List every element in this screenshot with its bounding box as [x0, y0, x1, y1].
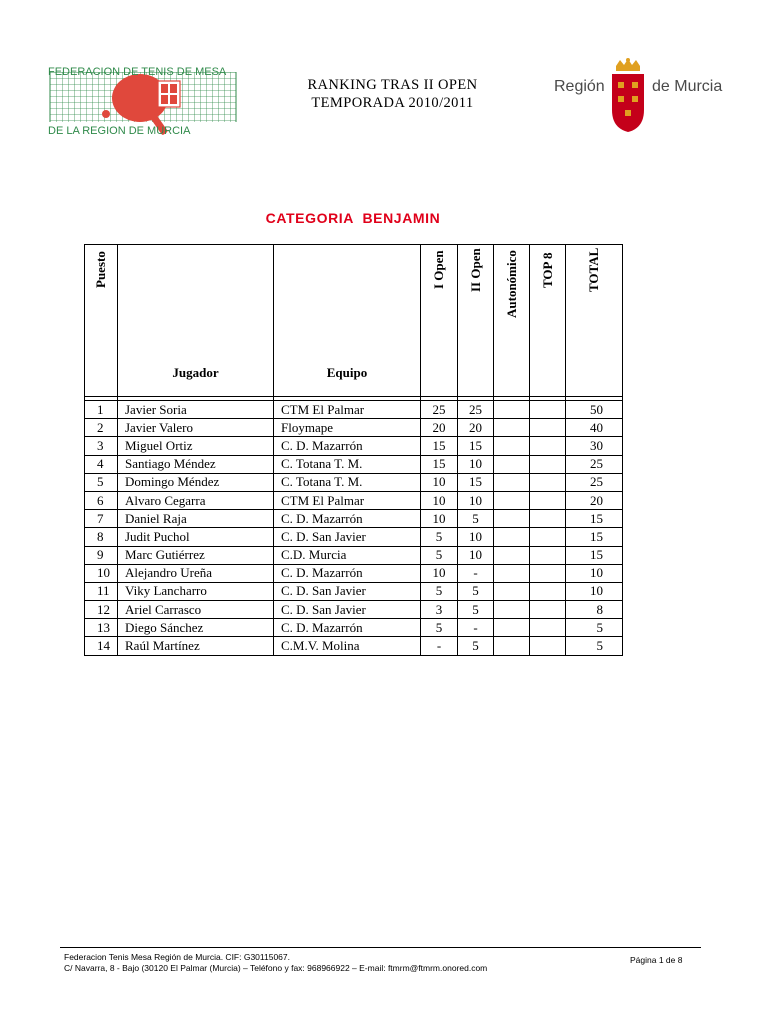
cell-ii-open: 10 [458, 455, 494, 473]
cell-equipo: C. D. San Javier [274, 601, 421, 619]
header-jugador: Jugador [118, 245, 274, 397]
cell-total: 20 [566, 491, 623, 509]
footer-line-2: C/ Navarra, 8 - Bajo (30120 El Palmar (Murcia) – Teléfono y fax: 968966922 – E-mail: ftmrm@ftmrm.onored.com [64, 963, 488, 973]
table-row [85, 528, 623, 546]
cell-ii-open: 5 [458, 582, 494, 600]
cell-i-open: 10 [421, 510, 458, 528]
cell-ii-open: 10 [458, 528, 494, 546]
footer-address [64, 952, 487, 974]
cell-puesto: 4 [85, 455, 118, 473]
cell-top8 [530, 582, 566, 600]
title-line-1: RANKING TRAS II OPEN [307, 77, 478, 93]
federation-logo-bottom-text: DE LA REGION DE MURCIA [48, 125, 191, 137]
table-row [85, 455, 623, 473]
cell-equipo: C. D. Mazarrón [274, 437, 421, 455]
cell-jugador: Raúl Martínez [118, 637, 274, 655]
cell-i-open: 5 [421, 582, 458, 600]
cell-equipo: CTM El Palmar [274, 491, 421, 509]
cell-top8 [530, 455, 566, 473]
cell-autonomico [494, 637, 530, 655]
cell-puesto: 14 [85, 637, 118, 655]
category-title: CATEGORIA BENJAMIN [265, 210, 441, 226]
cell-top8 [530, 601, 566, 619]
cell-puesto: 12 [85, 601, 118, 619]
cell-i-open: 10 [421, 564, 458, 582]
cell-total: 10 [566, 582, 623, 600]
cell-jugador: Domingo Méndez [118, 473, 274, 491]
cell-total: 5 [566, 619, 623, 637]
cell-equipo: CTM El Palmar [274, 401, 421, 419]
table-row [85, 419, 623, 437]
region-logo-text-right: de Murcia [652, 78, 723, 95]
cell-ii-open: 5 [458, 637, 494, 655]
cell-jugador: Ariel Carrasco [118, 601, 274, 619]
cell-jugador: Javier Valero [118, 419, 274, 437]
cell-autonomico [494, 491, 530, 509]
cell-autonomico [494, 601, 530, 619]
table-row [85, 546, 623, 564]
cell-total: 10 [566, 564, 623, 582]
cell-puesto: 10 [85, 564, 118, 582]
table-row [85, 564, 623, 582]
cell-total: 25 [566, 473, 623, 491]
header-ii-open: II Open [458, 245, 494, 397]
cell-puesto: 7 [85, 510, 118, 528]
cell-equipo: C. D. San Javier [274, 582, 421, 600]
cell-puesto: 11 [85, 582, 118, 600]
cell-i-open: 15 [421, 455, 458, 473]
region-murcia-shield-icon [552, 56, 728, 136]
table-row [85, 582, 623, 600]
cell-ii-open: 5 [458, 601, 494, 619]
cell-equipo: C. D. San Javier [274, 528, 421, 546]
cell-jugador: Diego Sánchez [118, 619, 274, 637]
cell-autonomico [494, 401, 530, 419]
cell-ii-open: 25 [458, 401, 494, 419]
cell-total: 15 [566, 528, 623, 546]
cell-jugador: Miguel Ortiz [118, 437, 274, 455]
cell-autonomico [494, 619, 530, 637]
cell-jugador: Javier Soria [118, 401, 274, 419]
header-autonomico: Autonómico [494, 245, 530, 397]
cell-jugador: Viky Lancharro [118, 582, 274, 600]
cell-ii-open: 10 [458, 491, 494, 509]
page-number: Página 1 de 8 [630, 955, 683, 965]
cell-ii-open: 15 [458, 437, 494, 455]
cell-ii-open: - [458, 564, 494, 582]
cell-puesto: 8 [85, 528, 118, 546]
cell-autonomico [494, 419, 530, 437]
cell-top8 [530, 510, 566, 528]
cell-ii-open: 15 [458, 473, 494, 491]
cell-jugador: Marc Gutiérrez [118, 546, 274, 564]
cell-total: 30 [566, 437, 623, 455]
cell-top8 [530, 491, 566, 509]
cell-total: 8 [566, 601, 623, 619]
cell-i-open: 3 [421, 601, 458, 619]
cell-ii-open: 10 [458, 546, 494, 564]
cell-top8 [530, 419, 566, 437]
table-row [85, 510, 623, 528]
table-row [85, 601, 623, 619]
cell-autonomico [494, 437, 530, 455]
table-header-row [85, 245, 623, 397]
region-murcia-logo [552, 56, 728, 136]
cell-top8 [530, 437, 566, 455]
cell-autonomico [494, 582, 530, 600]
cell-top8 [530, 546, 566, 564]
cell-i-open: - [421, 637, 458, 655]
federation-logo-graphic [44, 54, 242, 142]
cell-i-open: 15 [421, 437, 458, 455]
table-row [85, 437, 623, 455]
header-total: TOTAL [566, 245, 623, 397]
cell-equipo: C. Totana T. M. [274, 455, 421, 473]
document-heading [270, 76, 515, 112]
cell-total: 15 [566, 510, 623, 528]
cell-i-open: 25 [421, 401, 458, 419]
table-row [85, 637, 623, 655]
cell-autonomico [494, 510, 530, 528]
table-row [85, 401, 623, 419]
region-logo-text-left: Región [554, 78, 605, 95]
cell-jugador: Judit Puchol [118, 528, 274, 546]
cell-puesto: 5 [85, 473, 118, 491]
cell-i-open: 5 [421, 619, 458, 637]
cell-total: 5 [566, 637, 623, 655]
footer-line-1: Federacion Tenis Mesa Región de Murcia. CIF: G30115067. [64, 952, 291, 962]
cell-equipo: C.M.V. Molina [274, 637, 421, 655]
cell-top8 [530, 564, 566, 582]
cell-i-open: 5 [421, 528, 458, 546]
cell-top8 [530, 528, 566, 546]
ranking-table [84, 244, 623, 656]
table-row [85, 473, 623, 491]
cell-autonomico [494, 473, 530, 491]
cell-ii-open: 20 [458, 419, 494, 437]
cell-jugador: Alejandro Ureña [118, 564, 274, 582]
cell-i-open: 5 [421, 546, 458, 564]
cell-ii-open: 5 [458, 510, 494, 528]
cell-puesto: 3 [85, 437, 118, 455]
cell-top8 [530, 637, 566, 655]
cell-puesto: 2 [85, 419, 118, 437]
cell-equipo: C. D. Mazarrón [274, 619, 421, 637]
cell-i-open: 10 [421, 491, 458, 509]
table-row [85, 619, 623, 637]
header-puesto: Puesto [85, 245, 118, 397]
cell-total: 40 [566, 419, 623, 437]
federation-logo-top-text: FEDERACION DE TENIS DE MESA [48, 66, 227, 78]
federation-logo [44, 54, 242, 142]
cell-autonomico [494, 564, 530, 582]
cell-top8 [530, 401, 566, 419]
footer-divider [60, 947, 701, 948]
cell-puesto: 9 [85, 546, 118, 564]
cell-jugador: Alvaro Cegarra [118, 491, 274, 509]
cell-total: 25 [566, 455, 623, 473]
cell-equipo: C.D. Murcia [274, 546, 421, 564]
cell-jugador: Daniel Raja [118, 510, 274, 528]
header-equipo: Equipo [274, 245, 421, 397]
header-top8: TOP 8 [530, 245, 566, 397]
cell-total: 15 [566, 546, 623, 564]
cell-puesto: 1 [85, 401, 118, 419]
cell-jugador: Santiago Méndez [118, 455, 274, 473]
cell-top8 [530, 619, 566, 637]
cell-equipo: C. D. Mazarrón [274, 510, 421, 528]
table-row [85, 491, 623, 509]
cell-ii-open: - [458, 619, 494, 637]
cell-equipo: C. D. Mazarrón [274, 564, 421, 582]
cell-total: 50 [566, 401, 623, 419]
cell-puesto: 13 [85, 619, 118, 637]
header-i-open: I Open [421, 245, 458, 397]
cell-top8 [530, 473, 566, 491]
cell-autonomico [494, 546, 530, 564]
cell-autonomico [494, 455, 530, 473]
cell-autonomico [494, 528, 530, 546]
cell-equipo: Floymape [274, 419, 421, 437]
cell-puesto: 6 [85, 491, 118, 509]
cell-i-open: 20 [421, 419, 458, 437]
cell-equipo: C. Totana T. M. [274, 473, 421, 491]
cell-i-open: 10 [421, 473, 458, 491]
title-line-2: TEMPORADA 2010/2011 [311, 95, 474, 111]
